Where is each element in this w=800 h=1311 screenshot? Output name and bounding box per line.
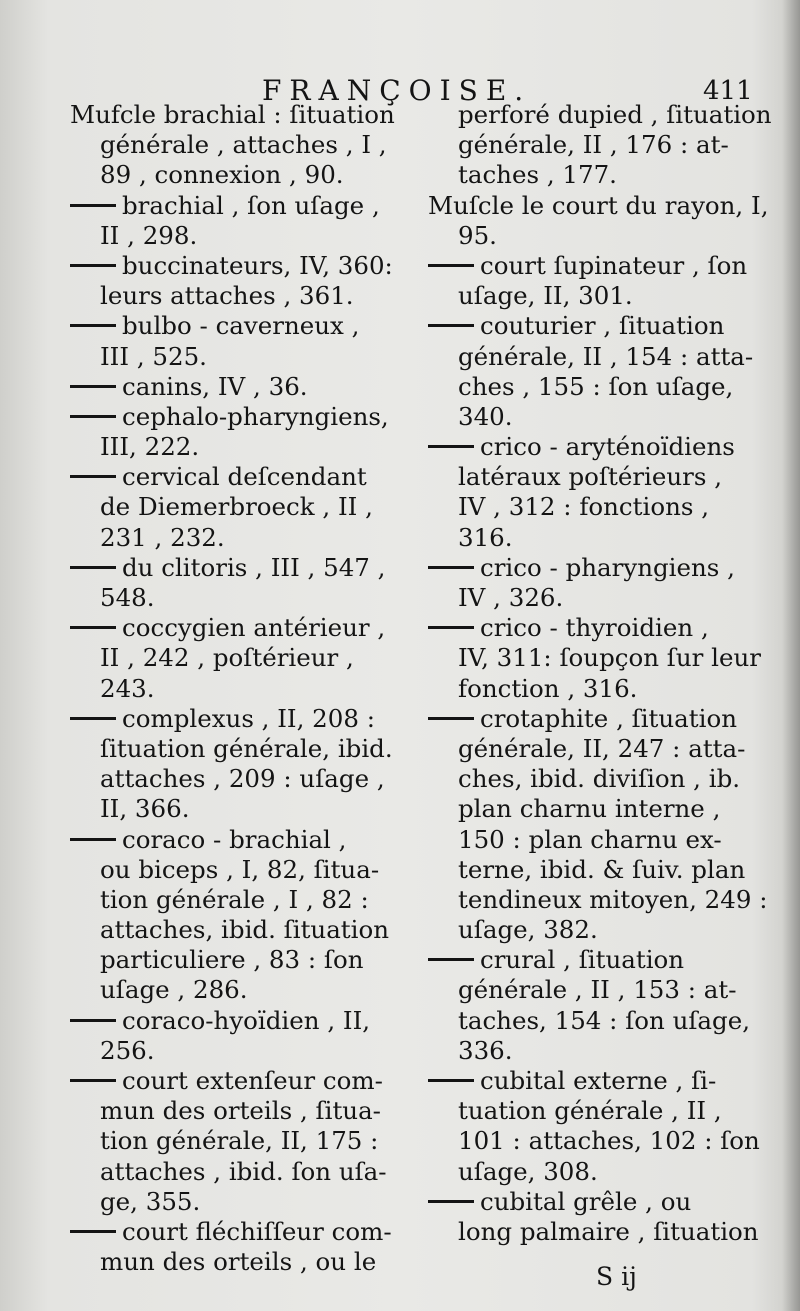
index-line: leurs attaches , 361. [100, 281, 354, 311]
index-line: plan charnu interne , [458, 794, 721, 824]
index-line: ches, ibid. diviſion , ib. [458, 764, 741, 794]
index-line: tendineux mitoyen, 249 : [458, 884, 768, 914]
index-line: ge, 355. [100, 1186, 201, 1216]
index-line: brachial , ſon uſage , [70, 191, 410, 221]
index-line: taches, 154 : ſon uſage, [458, 1005, 751, 1035]
index-line: ou biceps , I, 82, ſitua- [100, 854, 380, 884]
index-line: crotaphite , ſituation [428, 704, 768, 734]
index-line: II , 298. [100, 220, 198, 250]
index-line: générale, II , 154 : atta- [458, 341, 754, 371]
index-line: fonction , 316. [458, 673, 638, 703]
ditto-dash [428, 264, 474, 267]
index-line: bulbo - caverneux , [70, 311, 410, 341]
page-number: 411 [703, 76, 753, 106]
index-line: ches , 155 : ſon uſage, [458, 371, 734, 401]
index-line: cervical deſcendant [70, 462, 410, 492]
index-line: IV , 312 : fonctions , [458, 492, 710, 522]
index-line: crico - pharyngiens , [428, 553, 768, 583]
index-line: générale, II, 247 : atta- [458, 733, 746, 763]
index-line: canins, IV , 36. [70, 372, 410, 402]
index-line: 89 , connexion , 90. [100, 160, 344, 190]
index-line: IV , 326. [458, 583, 564, 612]
ditto-dash [70, 838, 116, 841]
index-line: générale , II , 153 : at- [458, 975, 737, 1005]
index-line: Mufcle brachial : ſituation [70, 100, 395, 129]
index-line: 243. [100, 673, 155, 703]
ditto-dash [428, 1079, 474, 1082]
index-line: tion générale, II, 175 : [100, 1126, 379, 1156]
index-line: tion générale , I , 82 : [100, 884, 369, 914]
index-line: 256. [100, 1035, 155, 1065]
ditto-dash [70, 1230, 116, 1233]
index-line: taches , 177. [458, 160, 617, 190]
ditto-dash [70, 385, 116, 388]
index-line: 95. [458, 220, 497, 250]
index-line: court fléchiſſeur com- [70, 1217, 410, 1247]
index-line: court ſupinateur , ſon [428, 251, 768, 281]
ditto-dash [428, 958, 474, 961]
index-line: attaches , 209 : uſage , [100, 764, 385, 794]
index-line: terne, ibid. & ſuiv. plan [458, 854, 746, 884]
index-line: du clitoris , III , 547 , [70, 553, 410, 583]
ditto-dash [70, 626, 116, 629]
ditto-dash [70, 1079, 116, 1082]
index-line: uſage, 382. [458, 915, 598, 945]
ditto-dash [428, 1200, 474, 1203]
running-head: FRANÇOISE. [262, 74, 532, 107]
index-line: 548. [100, 583, 155, 612]
index-line: coccygien antérieur , [70, 613, 410, 643]
index-column-left [70, 100, 410, 1277]
index-line: attaches , ibid. ſon uſa- [100, 1156, 387, 1186]
ditto-dash [70, 264, 116, 267]
ditto-dash [70, 475, 116, 478]
ditto-dash [428, 717, 474, 720]
index-line: crural , ſituation [428, 945, 768, 975]
index-line: 150 : plan charnu ex- [458, 824, 722, 854]
index-line: 336. [458, 1035, 513, 1065]
index-line: attaches, ibid. ſituation [100, 915, 390, 945]
index-line: long palmaire , ſituation [458, 1216, 759, 1246]
index-line: de Diemerbroeck , II , [100, 492, 373, 522]
index-line: III , 525. [100, 341, 207, 371]
index-line: coraco - brachial , [70, 825, 410, 855]
index-line: Muſcle le court du rayon, I, [428, 190, 769, 220]
ditto-dash [70, 1019, 116, 1022]
index-line: II, 366. [100, 794, 190, 824]
ditto-dash [70, 204, 116, 207]
index-line: perforé dupied , ſituation [458, 100, 772, 129]
index-line: buccinateurs, IV, 360: [70, 251, 410, 281]
index-line: court extenſeur com- [70, 1066, 410, 1096]
index-line: crico - thyroidien , [428, 613, 768, 643]
ditto-dash [428, 626, 474, 629]
index-line: 101 : attaches, 102 : ſon [458, 1126, 760, 1156]
index-line: cephalo-pharyngiens, [70, 402, 410, 432]
index-line: uſage, II, 301. [458, 281, 633, 311]
index-line: uſage , 286. [100, 975, 248, 1005]
index-line: couturier , ſituation [428, 311, 768, 341]
index-line: III, 222. [100, 432, 200, 462]
index-column-right [428, 100, 772, 1247]
ditto-dash [70, 415, 116, 418]
index-line: coraco-hyoïdien , II, [70, 1006, 410, 1036]
catchword: S ij [596, 1262, 637, 1291]
ditto-dash [428, 445, 474, 448]
ditto-dash [428, 324, 474, 327]
index-line: mun des orteils , ſitua- [100, 1096, 381, 1126]
index-line: latéraux poſtérieurs , [458, 462, 723, 492]
index-line: IV, 311: ſoupçon ſur leur [458, 643, 761, 673]
index-line: II , 242 , poſtérieur , [100, 643, 354, 673]
ditto-dash [70, 566, 116, 569]
index-line: 340. [458, 401, 513, 431]
index-line: uſage, 308. [458, 1156, 598, 1186]
index-line: générale , attaches , I , [100, 130, 387, 160]
ditto-dash [70, 717, 116, 720]
ditto-dash [428, 566, 474, 569]
index-line: 231 , 232. [100, 522, 225, 552]
index-line: complexus , II, 208 : [70, 704, 410, 734]
index-line: générale, II , 176 : at- [458, 130, 729, 160]
index-line: 316. [458, 522, 513, 552]
index-line: cubital externe , ſi- [428, 1066, 768, 1096]
index-line: mun des orteils , ou le [100, 1247, 377, 1277]
index-line: tuation générale , II , [458, 1096, 722, 1126]
index-line: crico - aryténoïdiens [428, 432, 768, 462]
index-line: cubital grêle , ou [428, 1187, 768, 1217]
page-fold-shadow [782, 0, 800, 1311]
ditto-dash [70, 324, 116, 327]
index-line: ſituation générale, ibid. [100, 733, 393, 763]
index-line: particuliere , 83 : ſon [100, 945, 364, 975]
